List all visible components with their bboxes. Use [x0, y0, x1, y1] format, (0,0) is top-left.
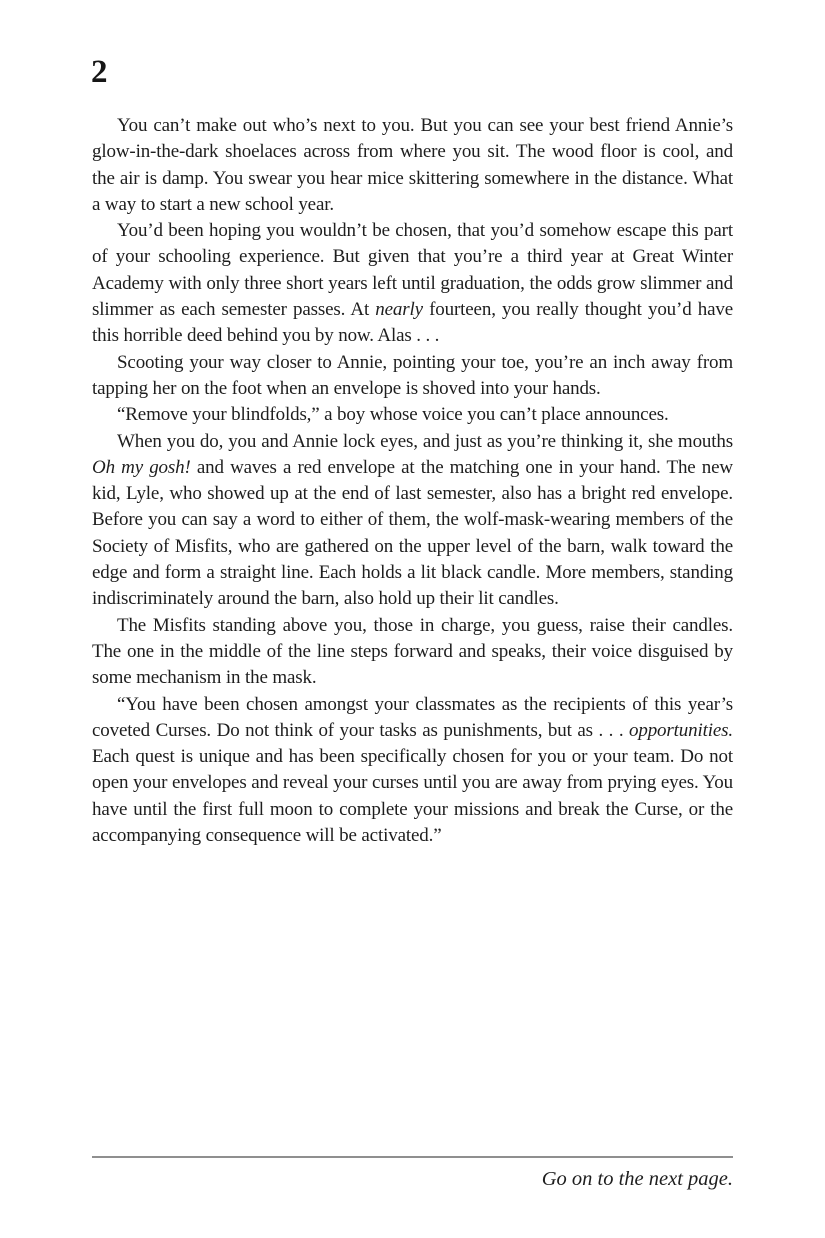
- paragraph: [92, 113, 733, 218]
- paragraph: [92, 402, 733, 428]
- text-segment: When you do, you and Annie lock eyes, and just as you’re thinking it, she mouths: [117, 430, 733, 452]
- footer-note: Go on to the next page.: [541, 1168, 733, 1190]
- paragraph: [92, 613, 733, 692]
- paragraph: [92, 218, 733, 349]
- text-segment: “Remove your blindfolds,” a boy whose voice you can’t place announces.: [117, 404, 669, 426]
- paragraph: [92, 429, 733, 613]
- footer-divider: [92, 1156, 733, 1158]
- text-block: [92, 113, 733, 849]
- italic-segment: opportunities.: [629, 719, 733, 741]
- page-number: 2: [91, 54, 108, 90]
- paragraph: [92, 692, 733, 850]
- text-segment: Each quest is unique and has been specifically chosen for you or your team. Do not open your envelopes and reveal your curses until you are away from prying eyes. You have until the first full moon to complete your missions and break the Curse, or the accompanying consequence will be activated.”: [92, 746, 733, 847]
- paragraph: [92, 350, 733, 403]
- text-segment: You can’t make out who’s next to you. But you can see your best friend Annie’s glow-in-the-dark shoelaces across from where you sit. The wood floor is cool, and the air is damp. You swear you hear mice skittering somewhere in the distance. What a way to start a new school year.: [92, 115, 733, 215]
- italic-segment: Oh my gosh!: [92, 456, 191, 478]
- text-segment: You’d been hoping you wouldn’t be chosen, that you’d somehow escape this part of your schooling experience. But given that you’re a third year at Great Winter Academy with only three short years left until graduation, the odds grow slimmer and slimmer as each semester passes. At: [92, 220, 733, 321]
- text-segment: The Misfits standing above you, those in charge, you guess, raise their candles. The one in the middle of the line steps forward and speaks, their voice disguised by some mechanism in the mask.: [92, 614, 733, 689]
- italic-segment: nearly: [375, 299, 423, 321]
- text-segment: Scooting your way closer to Annie, pointing your toe, you’re an inch away from tapping her on the foot when an envelope is shoved into your hands.: [92, 351, 733, 399]
- text-segment: and waves a red envelope at the matching one in your hand. The new kid, Lyle, who showed up at the end of last semester, also has a bright red envelope. Before you can say a word to either of them, the wolf-mask-wearing members of the Society of Misfits, who are gathered on the upper level of the barn, walk toward the edge and form a straight line. Each holds a lit black candle. More members, standing indiscriminately around the barn, also hold up their lit candles.: [92, 456, 733, 610]
- text-segment: fourteen, you really thought you’d have this horrible deed behind you by now. Alas . . .: [92, 299, 733, 347]
- text-segment: “You have been chosen amongst your classmates as the recipients of this year’s coveted Curses. Do not think of your tasks as punishments, but as . . .: [92, 693, 733, 741]
